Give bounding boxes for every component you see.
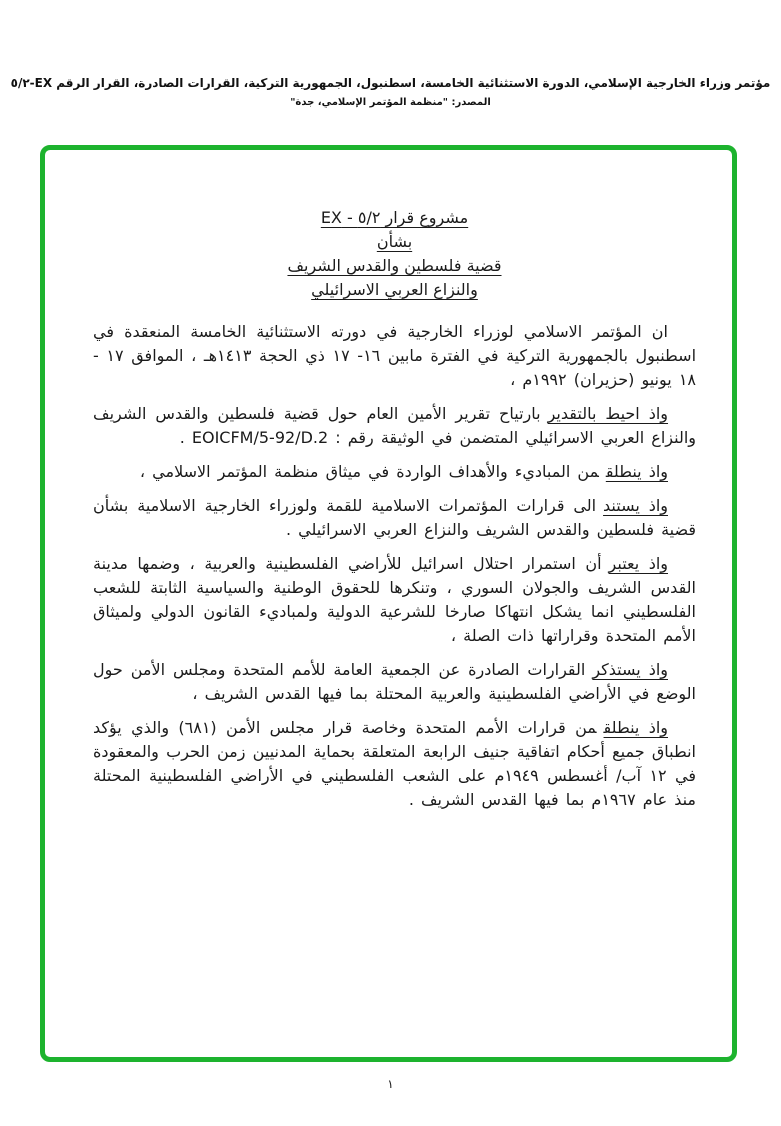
title-line-concerning [93, 230, 696, 254]
paragraph-body: بارتياح تقرير الأمين العام حول قضية فلسطين والقدس الشريف والنزاع العربي الاسرائيلي المتضمن في الوثيقة رقم : EOICFM/5-92/D.2 . [93, 404, 696, 447]
title-line-subject2-text: والنزاع العربي الاسرائيلي [311, 280, 478, 299]
paragraph-body: أن استمرار احتلال اسرائيل للأراضي الفلسطينية والعربية ، وضمها مدينة القدس الشريف والجولان السوري ، وتنكرها للحقوق الوطنية والسياسية الثابتة للشعب الفلسطيني انما يشكل انتهاكا صارخا للشرعية الدولية ولمباديء القانون الدولي ولميثاق الأمم المتحدة وقراراتها ذات الصلة ، [93, 554, 696, 645]
title-line-subject2 [93, 278, 696, 302]
paragraph-body: الى قرارات المؤتمرات الاسلامية للقمة ولوزراء الخارجية الاسلامية بشأن قضية فلسطين والقدس الشريف والنزاع العربي الاسرائيلي . [93, 496, 696, 539]
document-frame [40, 145, 737, 1062]
paragraph-body: ان المؤتمر الاسلامي لوزراء الخارجية في دورته الاستثنائية الخامسة المنعقدة في اسطنبول بالجمهورية التركية في الفترة مابين ١٦- ١٧ ذي الحجة ١٤١٣هـ ، الموافق ١٧ - ١٨ يونيو (حزيران) ١٩٩٢م ، [93, 322, 697, 389]
paragraph-lead: واذ احيط بالتقدير [547, 404, 669, 423]
paragraph-body: القرارات الصادرة عن الجمعية العامة للأمم المتحدة ومجلس الأمن حول الوضع في الأراضي الفلسطينية والعربية المحتلة بما فيها القدس الشريف ، [93, 660, 696, 703]
paragraph-lead: واذ يستند [603, 496, 668, 515]
document-content [45, 150, 732, 812]
title-line-number-text: مشروع قرار ٥/٢ - EX [320, 208, 469, 227]
title-line-subject [93, 254, 696, 278]
resolution-title [93, 206, 696, 302]
paragraph-lead: واذ يعتبر [608, 554, 668, 573]
paragraph-principles [93, 460, 696, 484]
paragraph-considering [93, 552, 696, 648]
paragraph-recalling-un [93, 658, 696, 706]
paragraph-lead: واذ ينطلق [605, 462, 668, 481]
title-line-concerning-text: بشأن [376, 232, 413, 251]
paragraph-recalling-resolutions [93, 494, 696, 542]
header-citation: مؤتمر وزراء الخارجية الإسلامي، الدورة الاستثنائية الخامسة، اسطنبول، الجمهورية التركية، القرارات الصادرة، القرار الرقم EX-٥/٢ [10, 76, 771, 90]
paragraph-security-council [93, 716, 696, 812]
paragraph-lead: واذ ينطلق [603, 718, 668, 737]
title-line-subject-text: قضية فلسطين والقدس الشريف [287, 256, 502, 275]
paragraph-body: من المباديء والأهداف الواردة في ميثاق منظمة المؤتمر الاسلامي ، [139, 462, 599, 481]
paragraph-noting [93, 402, 696, 450]
page-header [0, 76, 781, 108]
title-line-number [93, 206, 696, 230]
paragraph-lead: واذ يستذكر [592, 660, 668, 679]
paragraph-body: من قرارات الأمم المتحدة وخاصة قرار مجلس الأمن (٦٨١) والذي يؤكد انطباق جميع أحكام اتفاقية جنيف الرابعة المتعلقة بحماية المدنيين زمن الحرب والمعقودة في ١٢ آب/ أغسطس ١٩٤٩م على الشعب الفلسطيني في الأراضي الفلسطينية المحتلة منذ عام ١٩٦٧م بما فيها القدس الشريف . [93, 718, 697, 809]
page-number: ١ [387, 1077, 394, 1091]
paragraph-preamble [93, 320, 696, 392]
header-source: المصدر: "منظمة المؤتمر الإسلامي، جدة" [290, 97, 491, 108]
